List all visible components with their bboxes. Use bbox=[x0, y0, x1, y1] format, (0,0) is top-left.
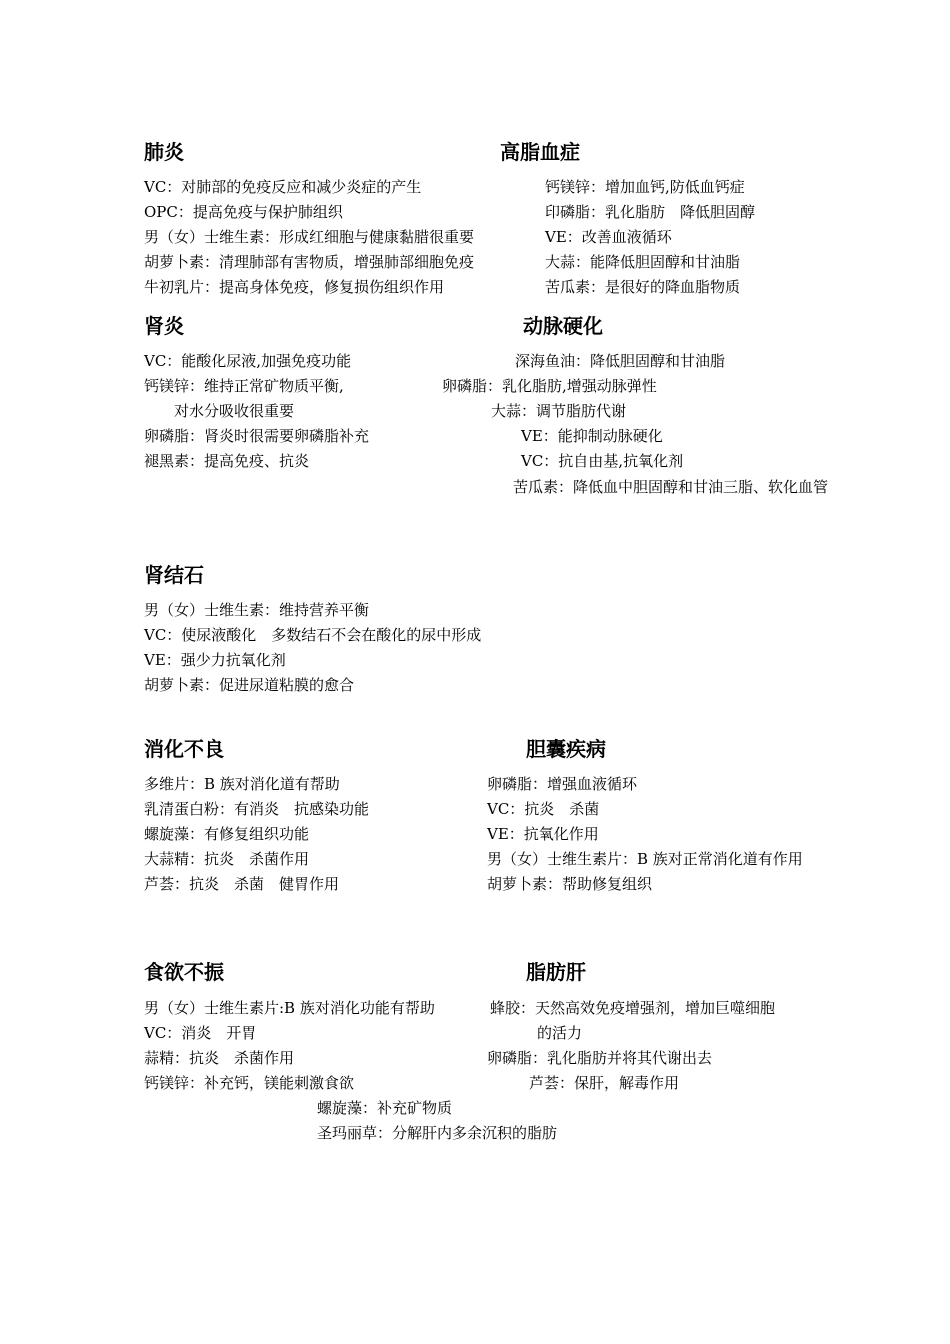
fatty-liver-line: 的活力 bbox=[537, 1024, 583, 1042]
heading-indigestion: 消化不良 bbox=[144, 737, 224, 761]
heading-pneumonia: 肺炎 bbox=[144, 140, 184, 164]
heading-kidney-stones: 肾结石 bbox=[144, 563, 204, 587]
gallbladder-line: VE：抗氧化作用 bbox=[487, 825, 599, 843]
indigestion-line: 芦荟：抗炎 杀菌 健胃作用 bbox=[144, 875, 340, 893]
kidney-stones-line: 男（女）士维生素：维持营养平衡 bbox=[144, 601, 370, 619]
indigestion-line: 乳清蛋白粉：有消炎 抗感染功能 bbox=[144, 800, 370, 818]
arteriosclerosis-line: 深海鱼油：降低胆固醇和甘油脂 bbox=[515, 352, 726, 370]
kidney-stones-line: VE：强少力抗氧化剂 bbox=[144, 651, 286, 669]
heading-gallbladder: 胆囊疾病 bbox=[526, 737, 606, 761]
hyperlipidemia-line: 大蒜：能降低胆固醇和甘油脂 bbox=[545, 253, 741, 271]
nephritis-line: 对水分吸收很重要 bbox=[174, 402, 295, 420]
nephritis-line: 褪黑素：提高免疫、抗炎 bbox=[144, 452, 310, 470]
indigestion-line: 螺旋藻：有修复组织功能 bbox=[144, 825, 310, 843]
poor-appetite-line: 钙镁锌：补充钙，镁能刺激食欲 bbox=[144, 1074, 355, 1092]
poor-appetite-line: 男（女）士维生素片:B 族对消化功能有帮助 bbox=[144, 999, 435, 1017]
pneumonia-line: OPC：提高免疫与保护肺组织 bbox=[144, 203, 343, 221]
heading-arteriosclerosis: 动脉硬化 bbox=[523, 314, 603, 338]
fatty-liver-line: 芦荟：保肝，解毒作用 bbox=[529, 1074, 680, 1092]
heading-hyperlipidemia: 高脂血症 bbox=[500, 140, 580, 164]
arteriosclerosis-line: 大蒜：调节脂肪代谢 bbox=[491, 402, 627, 420]
fatty-liver-line: 卵磷脂：乳化脂肪并将其代谢出去 bbox=[487, 1049, 713, 1067]
hyperlipidemia-line: VE：改善血液循环 bbox=[545, 228, 672, 246]
gallbladder-line: VC：抗炎 杀菌 bbox=[487, 800, 600, 818]
nephritis-line: 卵磷脂：肾炎时很需要卵磷脂补充 bbox=[144, 427, 370, 445]
poor-appetite-line: 圣玛丽草：分解肝内多余沉积的脂肪 bbox=[317, 1124, 558, 1142]
gallbladder-line: 卵磷脂：增强血液循环 bbox=[487, 775, 638, 793]
pneumonia-line: 男（女）士维生素：形成红细胞与健康黏腊很重要 bbox=[144, 228, 475, 246]
poor-appetite-line: 螺旋藻：补充矿物质 bbox=[317, 1099, 453, 1117]
arteriosclerosis-line: VC：抗自由基,抗氧化剂 bbox=[521, 452, 684, 470]
nephritis-line: VC：能酸化尿液,加强免疫功能 bbox=[144, 352, 352, 370]
hyperlipidemia-line: 钙镁锌：增加血钙,防低血钙症 bbox=[545, 178, 745, 196]
gallbladder-line: 胡萝卜素：帮助修复组织 bbox=[487, 875, 653, 893]
hyperlipidemia-line: 印磷脂：乳化脂肪 降低胆固醇 bbox=[545, 203, 756, 221]
gallbladder-line: 男（女）士维生素片：B 族对正常消化道有作用 bbox=[487, 850, 803, 868]
kidney-stones-line: VC：使尿液酸化 多数结石不会在酸化的尿中形成 bbox=[144, 626, 482, 644]
heading-poor-appetite: 食欲不振 bbox=[144, 960, 224, 984]
indigestion-line: 大蒜精：抗炎 杀菌作用 bbox=[144, 850, 310, 868]
poor-appetite-line: VC：消炎 开胃 bbox=[144, 1024, 257, 1042]
arteriosclerosis-line: 卵磷脂：乳化脂肪,增强动脉弹性 bbox=[442, 377, 657, 395]
pneumonia-line: 胡萝卜素：清理肺部有害物质，增强肺部细胞免疫 bbox=[144, 253, 475, 271]
hyperlipidemia-line: 苦瓜素：是很好的降血脂物质 bbox=[545, 278, 741, 296]
pneumonia-line: VC：对肺部的免疫反应和减少炎症的产生 bbox=[144, 178, 422, 196]
heading-fatty-liver: 脂肪肝 bbox=[526, 960, 586, 984]
fatty-liver-line: 蜂胶：天然高效免疫增强剂，增加巨噬细胞 bbox=[490, 999, 776, 1017]
nephritis-line: 钙镁锌：维持正常矿物质平衡, bbox=[144, 377, 344, 395]
heading-nephritis: 肾炎 bbox=[144, 314, 184, 338]
kidney-stones-line: 胡萝卜素：促进尿道粘膜的愈合 bbox=[144, 676, 355, 694]
indigestion-line: 多维片：B 族对消化道有帮助 bbox=[144, 775, 340, 793]
arteriosclerosis-line: 苦瓜素：降低血中胆固醇和甘油三脂、软化血管 bbox=[513, 478, 829, 496]
arteriosclerosis-line: VE：能抑制动脉硬化 bbox=[521, 427, 663, 445]
poor-appetite-line: 蒜精：抗炎 杀菌作用 bbox=[144, 1049, 295, 1067]
pneumonia-line: 牛初乳片：提高身体免疫，修复损伤组织作用 bbox=[144, 278, 445, 296]
